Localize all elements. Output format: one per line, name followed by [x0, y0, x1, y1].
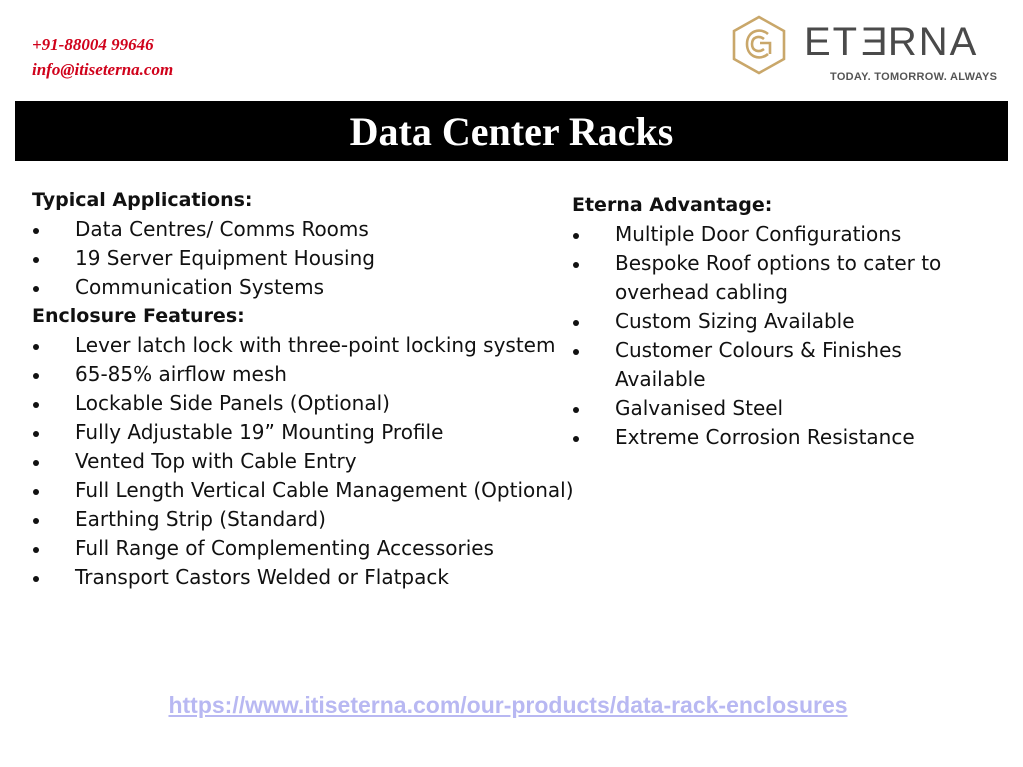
- page-title: Data Center Racks: [349, 108, 674, 154]
- bullet-icon: [33, 431, 39, 437]
- list-item: Bespoke Roof options to cater to overhead cabling: [572, 249, 992, 307]
- bullet-icon: [573, 233, 579, 239]
- product-page-link[interactable]: https://www.itiseterna.com/our-products/data-rack-enclosures: [168, 692, 848, 718]
- eterna-advantage-heading: Eterna Advantage:: [572, 194, 773, 216]
- eterna-emblem-icon: [730, 14, 788, 76]
- bullet-icon: [33, 228, 39, 234]
- list-item: Earthing Strip (Standard): [32, 505, 592, 534]
- list-item: Vented Top with Cable Entry: [32, 447, 592, 476]
- bullet-icon: [573, 436, 579, 442]
- right-column: [572, 191, 992, 452]
- enclosure-features-list: [32, 331, 592, 592]
- left-column: [32, 186, 592, 592]
- bullet-icon: [33, 402, 39, 408]
- list-item: Full Length Vertical Cable Management (Optional): [32, 476, 592, 505]
- bullet-icon: [573, 262, 579, 268]
- phone-number[interactable]: +91-88004 99646: [32, 35, 154, 54]
- list-item: Galvanised Steel: [572, 394, 992, 423]
- list-item: Customer Colours & Finishes Available: [572, 336, 992, 394]
- bullet-icon: [573, 407, 579, 413]
- list-item: Communication Systems: [32, 273, 592, 302]
- list-item: Data Centres/ Comms Rooms: [32, 215, 592, 244]
- bullet-icon: [33, 576, 39, 582]
- list-item: Extreme Corrosion Resistance: [572, 423, 992, 452]
- bullet-icon: [33, 286, 39, 292]
- typical-applications-list: [32, 215, 592, 302]
- bullet-icon: [573, 320, 579, 326]
- eterna-logo: [726, 14, 1006, 88]
- eterna-wordmark: ETERNA: [804, 20, 979, 64]
- list-item: Transport Castors Welded or Flatpack: [32, 563, 592, 592]
- list-item: Fully Adjustable 19” Mounting Profile: [32, 418, 592, 447]
- enclosure-features-heading: Enclosure Features:: [32, 305, 245, 327]
- title-bar: [15, 101, 1008, 161]
- list-item: 65-85% airflow mesh: [32, 360, 592, 389]
- bullet-icon: [33, 257, 39, 263]
- typical-applications-heading: Typical Applications:: [32, 189, 253, 211]
- bullet-icon: [33, 518, 39, 524]
- list-item: Multiple Door Configurations: [572, 220, 992, 249]
- bullet-icon: [33, 460, 39, 466]
- list-item: Lockable Side Panels (Optional): [32, 389, 592, 418]
- list-item: 19 Server Equipment Housing: [32, 244, 592, 273]
- bullet-icon: [33, 489, 39, 495]
- list-item: Lever latch lock with three-point locking system: [32, 331, 592, 360]
- list-item: Full Range of Complementing Accessories: [32, 534, 592, 563]
- bullet-icon: [573, 349, 579, 355]
- bullet-icon: [33, 373, 39, 379]
- contact-block: [32, 32, 173, 82]
- bullet-icon: [33, 344, 39, 350]
- list-item: Custom Sizing Available: [572, 307, 992, 336]
- eterna-advantage-list: [572, 220, 992, 452]
- bullet-icon: [33, 547, 39, 553]
- logo-tagline: TODAY. TOMORROW. ALWAYS: [830, 71, 998, 83]
- email-address[interactable]: info@itiseterna.com: [32, 60, 174, 79]
